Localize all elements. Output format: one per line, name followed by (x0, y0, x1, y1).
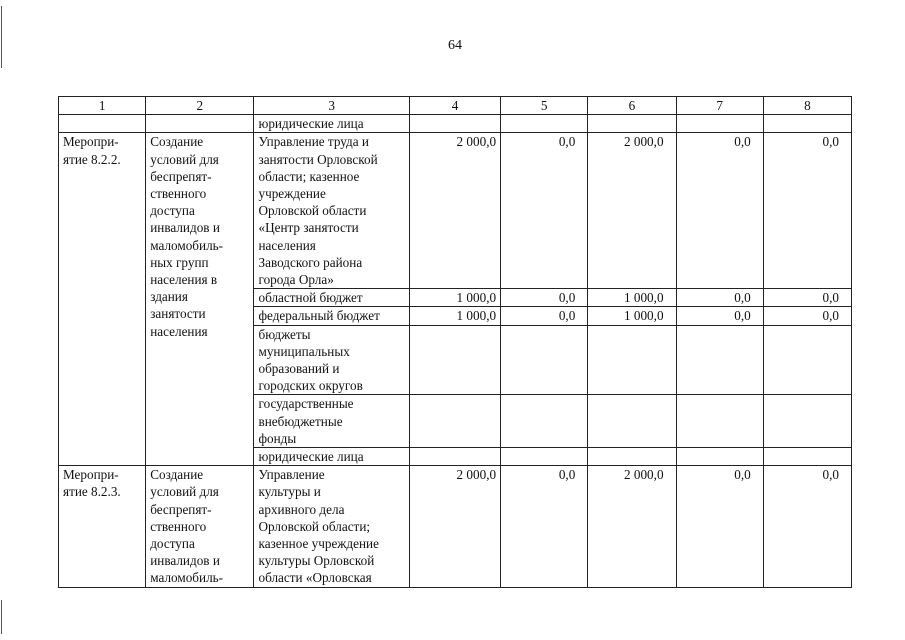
value-cell: 1 000,0 (409, 307, 500, 325)
value-cell (763, 448, 851, 466)
value-cell (763, 325, 851, 395)
empty-cell (501, 115, 588, 133)
measure-title-cell: Создание условий для беспрепят- ственного доступа инвалидов и маломобиль- ных групп населения в здания занятости населения (146, 133, 254, 466)
value-cell: 0,0 (501, 307, 588, 325)
value-cell: 0,0 (676, 466, 763, 587)
value-cell (588, 448, 676, 466)
value-cell (676, 448, 763, 466)
value-cell: 2 000,0 (588, 466, 676, 587)
value-cell: 0,0 (763, 289, 851, 307)
value-cell: 0,0 (501, 289, 588, 307)
header-row (59, 97, 852, 115)
value-cell: 0,0 (501, 466, 588, 587)
header-cell: 7 (676, 97, 763, 115)
source-cell: государственные внебюджетные фонды (254, 395, 409, 448)
value-cell (763, 395, 851, 448)
source-cell: федеральный бюджет (254, 307, 409, 325)
header-cell: 5 (501, 97, 588, 115)
value-cell (501, 448, 588, 466)
value-cell: 1 000,0 (409, 289, 500, 307)
measure-title-cell: Создание условий для беспрепят- ственного доступа инвалидов и маломобиль- (146, 466, 254, 587)
scan-edge-line (1, 600, 2, 634)
page-number: 64 (448, 38, 462, 53)
measure-code-cell: Меропри- ятие 8.2.2. (59, 133, 146, 466)
empty-cell (676, 115, 763, 133)
value-cell: 0,0 (676, 133, 763, 289)
value-cell (409, 325, 500, 395)
value-cell: 0,0 (676, 289, 763, 307)
header-cell: 2 (146, 97, 254, 115)
value-cell: 0,0 (763, 466, 851, 587)
header-cell: 4 (409, 97, 500, 115)
empty-cell (763, 115, 851, 133)
value-cell (676, 395, 763, 448)
empty-cell (146, 115, 254, 133)
empty-cell (409, 115, 500, 133)
value-cell (676, 325, 763, 395)
program-table (58, 96, 852, 588)
header-cell: 3 (254, 97, 409, 115)
value-cell: 2 000,0 (588, 133, 676, 289)
value-cell (409, 448, 500, 466)
value-cell (409, 395, 500, 448)
value-cell: 1 000,0 (588, 307, 676, 325)
source-cell: Управление культуры и архивного дела Орловской области; казенное учреждение культуры Орловской области «Орловская (254, 466, 409, 587)
table-row (59, 466, 852, 587)
source-cell: юридические лица (254, 115, 409, 133)
header-cell: 8 (763, 97, 851, 115)
header-cell: 1 (59, 97, 146, 115)
source-cell: юридические лица (254, 448, 409, 466)
value-cell: 0,0 (763, 307, 851, 325)
empty-cell (588, 115, 676, 133)
value-cell (501, 395, 588, 448)
scan-edge-line (1, 6, 2, 68)
value-cell: 2 000,0 (409, 133, 500, 289)
header-cell: 6 (588, 97, 676, 115)
empty-cell (59, 115, 146, 133)
measure-code-cell: Меропри- ятие 8.2.3. (59, 466, 146, 587)
value-cell: 0,0 (763, 133, 851, 289)
value-cell: 2 000,0 (409, 466, 500, 587)
source-cell: Управление труда и занятости Орловской области; казенное учреждение Орловской области «Центр занятости населения Заводского района города Орла» (254, 133, 409, 289)
table-row (59, 115, 852, 133)
value-cell (588, 395, 676, 448)
value-cell: 0,0 (501, 133, 588, 289)
value-cell (501, 325, 588, 395)
value-cell: 0,0 (676, 307, 763, 325)
source-cell: бюджеты муниципальных образований и городских округов (254, 325, 409, 395)
source-cell: областной бюджет (254, 289, 409, 307)
value-cell: 1 000,0 (588, 289, 676, 307)
table-row (59, 133, 852, 289)
value-cell (588, 325, 676, 395)
